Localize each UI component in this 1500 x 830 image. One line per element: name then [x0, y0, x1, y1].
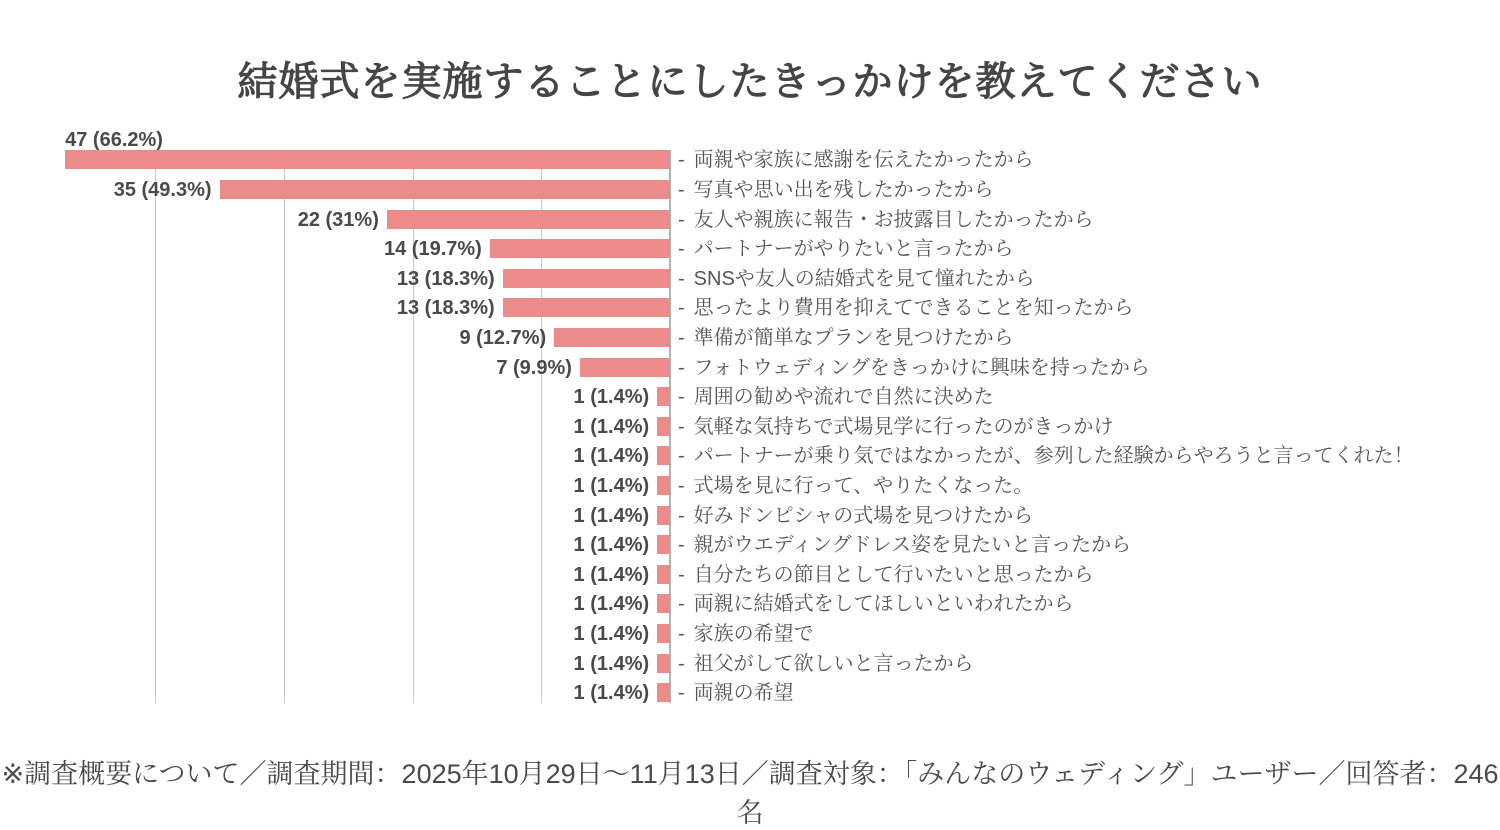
bar-value-label: 1 (1.4%) — [573, 415, 650, 438]
chart-row — [0, 205, 1500, 235]
label-dash: - — [678, 445, 685, 468]
bar-value-label: 13 (18.3%) — [396, 297, 495, 320]
chart-row — [0, 530, 1500, 560]
bar-value-label: 9 (12.7%) — [459, 327, 547, 349]
bar-category-label — [678, 471, 1033, 501]
bar-value-label: 1 (1.4%) — [573, 504, 650, 527]
label-dash: - — [678, 179, 685, 201]
label-dash: - — [678, 534, 685, 557]
chart-row — [0, 619, 1500, 649]
label-dash: - — [678, 327, 685, 349]
label-dash: - — [678, 623, 685, 645]
chart-row — [0, 234, 1500, 264]
bar-category-label — [678, 530, 1131, 560]
category-text: 友人や親族に報告・お披露目したかったから — [693, 208, 1094, 231]
label-dash: - — [678, 149, 685, 172]
category-text: パートナーが乗り気ではなかったが、参列した経験からやろうと言ってくれた！ — [693, 445, 1414, 468]
bar-value-label: 1 (1.4%) — [573, 445, 650, 468]
bar-value-label: 1 (1.4%) — [573, 475, 650, 497]
bar — [387, 210, 670, 229]
category-text: 思ったより費用を抑えてできることを知ったから — [693, 297, 1134, 320]
category-text: 周囲の勧めや流れで自然に決めた — [693, 386, 994, 409]
bar — [657, 565, 670, 584]
category-text: パートナーがやりたいと言ったから — [693, 238, 1014, 261]
bar-value-label: 14 (19.7%) — [383, 238, 482, 261]
chart-row — [0, 441, 1500, 471]
label-dash: - — [678, 652, 685, 675]
category-text: 家族の希望で — [693, 623, 814, 645]
bar-category-label — [678, 619, 814, 649]
bar-value-label: 22 (31%) — [297, 208, 379, 231]
chart-row — [0, 589, 1500, 619]
bar — [657, 506, 670, 525]
bar — [490, 239, 670, 258]
chart-row — [0, 175, 1500, 205]
label-dash: - — [678, 563, 685, 586]
label-dash: - — [678, 208, 685, 231]
bar-category-label — [678, 441, 1414, 471]
bar-category-label — [678, 175, 994, 205]
label-dash: - — [678, 682, 685, 705]
bar-value-label: 1 (1.4%) — [573, 652, 650, 675]
category-text: 式場を見に行って、やりたくなった。 — [693, 475, 1034, 497]
category-text: SNSや友人の結婚式を見て憧れたから — [693, 267, 1035, 290]
bar-category-label — [678, 293, 1134, 323]
label-dash: - — [678, 267, 685, 290]
chart-row — [0, 264, 1500, 294]
chart-row — [0, 353, 1500, 383]
category-text: フォトウェディングをきっかけに興味を持ったから — [693, 356, 1150, 379]
bar-category-label — [678, 205, 1094, 235]
label-dash: - — [678, 504, 685, 527]
chart-row — [0, 649, 1500, 679]
bar-value-label: 13 (18.3%) — [396, 267, 495, 290]
bar — [503, 298, 670, 317]
label-dash: - — [678, 475, 685, 497]
bar-value-label: 1 (1.4%) — [573, 534, 650, 557]
bar-value-label: 1 (1.4%) — [573, 593, 650, 616]
survey-note: ※調査概要について／調査期間：2025年10月29日〜11月13日／調査対象：「みんなのウェディング」ユーザー／回答者：246名 — [1, 759, 1499, 828]
bar-category-label — [678, 649, 974, 679]
bar-value-label: 1 (1.4%) — [573, 682, 650, 705]
bar — [657, 387, 670, 406]
label-dash: - — [678, 386, 685, 409]
chart-row — [0, 323, 1500, 353]
chart-row — [0, 501, 1500, 531]
category-text: 両親の希望 — [693, 682, 794, 705]
category-text: 自分たちの節目として行いたいと思ったから — [693, 563, 1094, 586]
bar-value-label: 7 (9.9%) — [496, 356, 572, 379]
chart-row — [0, 471, 1500, 501]
bar — [65, 150, 670, 169]
category-text: 両親や家族に感謝を伝えたかったから — [693, 149, 1034, 172]
bar — [657, 417, 670, 436]
category-text: 祖父がして欲しいと言ったから — [693, 652, 974, 675]
bar-category-label — [678, 145, 1034, 175]
label-dash: - — [678, 238, 685, 261]
bar-value-label: 1 (1.4%) — [573, 386, 650, 409]
label-dash: - — [678, 297, 685, 320]
category-text: 両親に結婚式をしてほしいといわれたから — [693, 593, 1074, 616]
bar-category-label — [678, 353, 1150, 383]
bar-category-label — [678, 382, 994, 412]
bar — [657, 446, 670, 465]
chart-row — [0, 382, 1500, 412]
chart-row — [0, 560, 1500, 590]
bar — [220, 180, 670, 199]
bar-category-label — [678, 412, 1113, 442]
bar-category-label — [678, 501, 1033, 531]
chart-row — [0, 293, 1500, 323]
bar-category-label — [678, 678, 794, 708]
bar — [503, 269, 670, 288]
bar-category-label — [678, 323, 1014, 353]
label-dash: - — [678, 593, 685, 616]
bar-value-label: 1 (1.4%) — [573, 563, 650, 586]
bar-category-label — [678, 264, 1035, 294]
bar — [580, 358, 670, 377]
chart-row — [0, 129, 1500, 175]
chart-title: 結婚式を実施することにしたきっかけを教えてください — [237, 60, 1263, 104]
bar-value-label: 35 (49.3%) — [113, 179, 212, 201]
category-text: 親がウエディングドレス姿を見たいと言ったから — [693, 534, 1132, 557]
bar — [657, 476, 670, 495]
bar — [657, 624, 670, 643]
label-dash: - — [678, 356, 685, 379]
chart-row — [0, 412, 1500, 442]
bar — [657, 535, 670, 554]
bar — [657, 654, 670, 673]
category-text: 好みドンピシャの式場を見つけたから — [693, 504, 1034, 527]
bar-value-label: 1 (1.4%) — [573, 623, 650, 645]
bar — [554, 328, 670, 347]
category-text: 気軽な気持ちで式場見学に行ったのがきっかけ — [693, 415, 1114, 438]
category-text: 準備が簡単なプランを見つけたから — [693, 327, 1014, 349]
chart-row — [0, 678, 1500, 708]
bar-category-label — [678, 234, 1014, 264]
label-dash: - — [678, 415, 685, 438]
bar — [657, 594, 670, 613]
bar-category-label — [678, 560, 1094, 590]
bar-value-label: 47 (66.2%) — [65, 129, 163, 152]
category-text: 写真や思い出を残したかったから — [693, 179, 994, 201]
bar — [657, 683, 670, 702]
bar-category-label — [678, 589, 1074, 619]
